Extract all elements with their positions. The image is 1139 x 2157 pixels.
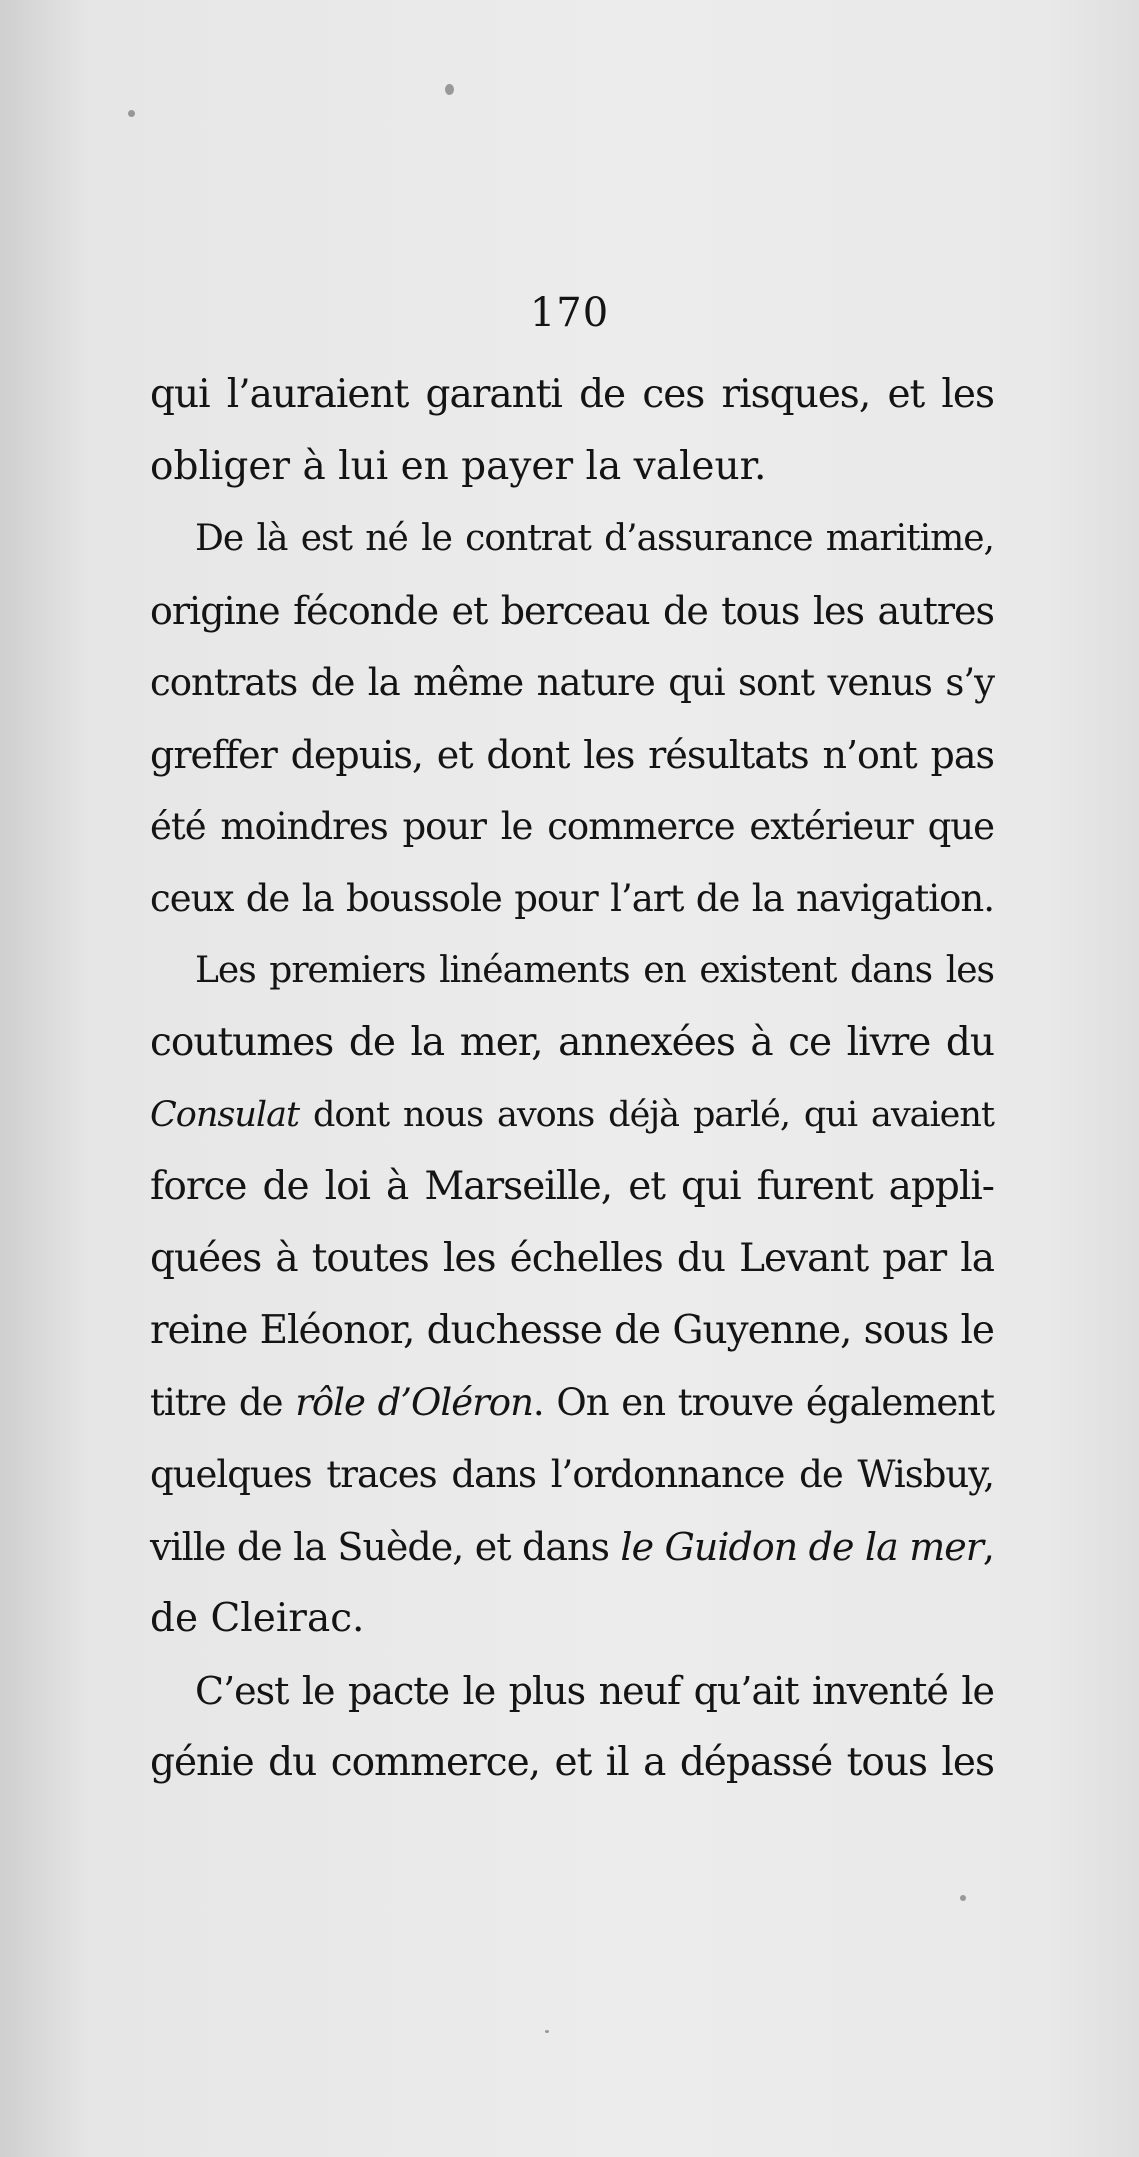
ink-speck xyxy=(960,1895,966,1901)
text-line: été moindres pour le commerce extérieur que xyxy=(150,805,994,848)
ink-speck xyxy=(445,84,454,95)
text-line: de Cleirac. xyxy=(150,1596,365,1641)
italic-title: le Guidon de la mer xyxy=(620,1525,983,1569)
text-line: quées à toutes les échelles du Levant par la xyxy=(150,1236,994,1281)
text-line: obliger à lui en payer la valeur. xyxy=(150,444,767,489)
text-line: C’est le pacte le plus neuf qu’ait inventé le xyxy=(195,1669,994,1713)
text-line: qui l’auraient garanti de ces risques, et les xyxy=(150,372,994,417)
text-line: reine Eléonor, duchesse de Guyenne, sous le xyxy=(150,1308,994,1353)
text-line: ceux de la boussole pour l’art de la navigation. xyxy=(150,877,994,920)
text-line: force de loi à Marseille, et qui furent appli- xyxy=(150,1164,994,1209)
page-number: 170 xyxy=(529,290,610,336)
line-text: , xyxy=(982,1525,994,1569)
text-line: génie du commerce, et il a dépassé tous les xyxy=(150,1740,994,1785)
text-line xyxy=(150,1367,994,1439)
line-text: . On en trouve également xyxy=(532,1381,994,1424)
text-line: greffer depuis, et dont les résultats n’ont pas xyxy=(150,733,994,777)
text-line: coutumes de la mer, annexées à ce livre du xyxy=(150,1020,994,1065)
line-text: ville de la Suède, et dans xyxy=(150,1525,621,1569)
line-text: dont nous avons déjà parlé, qui avaient xyxy=(299,1095,994,1135)
text-line: Les premiers linéaments en existent dans les xyxy=(195,950,994,991)
text-line: quelques traces dans l’ordonnance de Wisbuy, xyxy=(150,1453,994,1496)
ink-speck xyxy=(545,2030,549,2033)
text-line: De là est né le contrat d’assurance maritime, xyxy=(195,518,994,559)
ink-speck xyxy=(128,110,135,117)
text-line xyxy=(150,1079,994,1151)
text-line: origine féconde et berceau de tous les autres xyxy=(150,589,994,633)
text-line xyxy=(150,1511,994,1583)
italic-title: rôle d’Oléron xyxy=(295,1381,533,1424)
line-text: titre de xyxy=(150,1381,296,1424)
italic-title: Consulat xyxy=(150,1095,300,1135)
text-line: contrats de la même nature qui sont venus s’y xyxy=(150,661,994,704)
